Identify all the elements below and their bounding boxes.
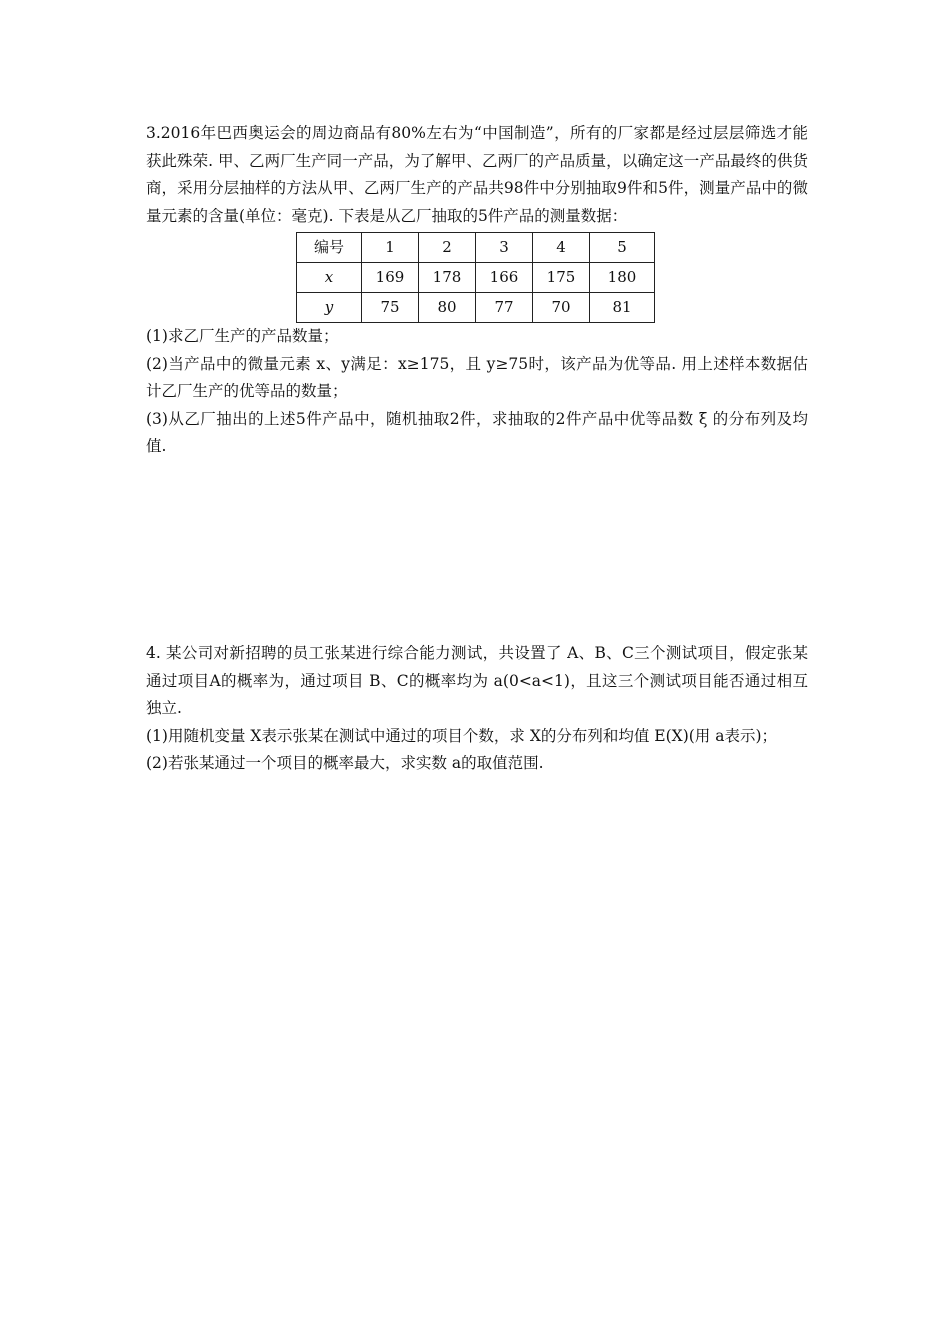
table-cell: 5 xyxy=(590,233,655,263)
table-cell: 81 xyxy=(590,293,655,323)
table-row-label: x xyxy=(297,263,362,293)
problem-3-question-2: (2)当产品中的微量元素 x、y满足：x≥175，且 y≥75时，该产品为优等品. 用上述样本数据估计乙厂生产的优等品的数量； xyxy=(146,354,808,400)
table-cell: 180 xyxy=(590,263,655,293)
table-header-row xyxy=(297,233,655,263)
measurement-table xyxy=(296,232,655,323)
problem-3-question-1: (1)求乙厂生产的产品数量； xyxy=(146,327,339,345)
table-row xyxy=(297,293,655,323)
table-cell: 3 xyxy=(476,233,533,263)
table-cell: 80 xyxy=(419,293,476,323)
table-cell: 178 xyxy=(419,263,476,293)
problem-4-stem: 4. 某公司对新招聘的员工张某进行综合能力测试，共设置了 A、B、C三个测试项目，假定张某通过项目A的概率为，通过项目 B、C的概率均为 a(0<a<1)，且这三个测试项目能否通过相互独立. xyxy=(146,644,808,717)
table-row-label: y xyxy=(297,293,362,323)
problem-3 xyxy=(146,120,808,461)
table-cell: 编号 xyxy=(297,233,362,263)
problem-3-stem: 3.2016年巴西奥运会的周边商品有80%左右为“中国制造”，所有的厂家都是经过层层筛选才能获此殊荣. 甲、乙两厂生产同一产品，为了解甲、乙两厂的产品质量，以确定这一产品最终的供货商，采用分层抽样的方法从甲、乙两厂生产的产品共98件中分别抽取9件和5件，测量产品中的微量元素的含量(单位：毫克). 下表是从乙厂抽取的5件产品的测量数据： xyxy=(146,124,808,225)
problem-3-question-3: (3)从乙厂抽出的上述5件产品中，随机抽取2件，求抽取的2件产品中优等品数 ξ 的分布列及均值. xyxy=(146,409,808,455)
table-cell: 70 xyxy=(533,293,590,323)
table-cell: 1 xyxy=(362,233,419,263)
table-cell: 4 xyxy=(533,233,590,263)
table-cell: 77 xyxy=(476,293,533,323)
table-cell: 169 xyxy=(362,263,419,293)
problem-4-question-1: (1)用随机变量 X表示张某在测试中通过的项目个数，求 X的分布列和均值 E(X)(用 a表示)； xyxy=(146,726,778,745)
problem-4-question-2: (2)若张某通过一个项目的概率最大，求实数 a的取值范围. xyxy=(146,754,544,772)
problem-4 xyxy=(146,640,808,778)
table-cell: 75 xyxy=(362,293,419,323)
table-cell: 175 xyxy=(533,263,590,293)
table-row xyxy=(297,263,655,293)
table-cell: 166 xyxy=(476,263,533,293)
table-cell: 2 xyxy=(419,233,476,263)
